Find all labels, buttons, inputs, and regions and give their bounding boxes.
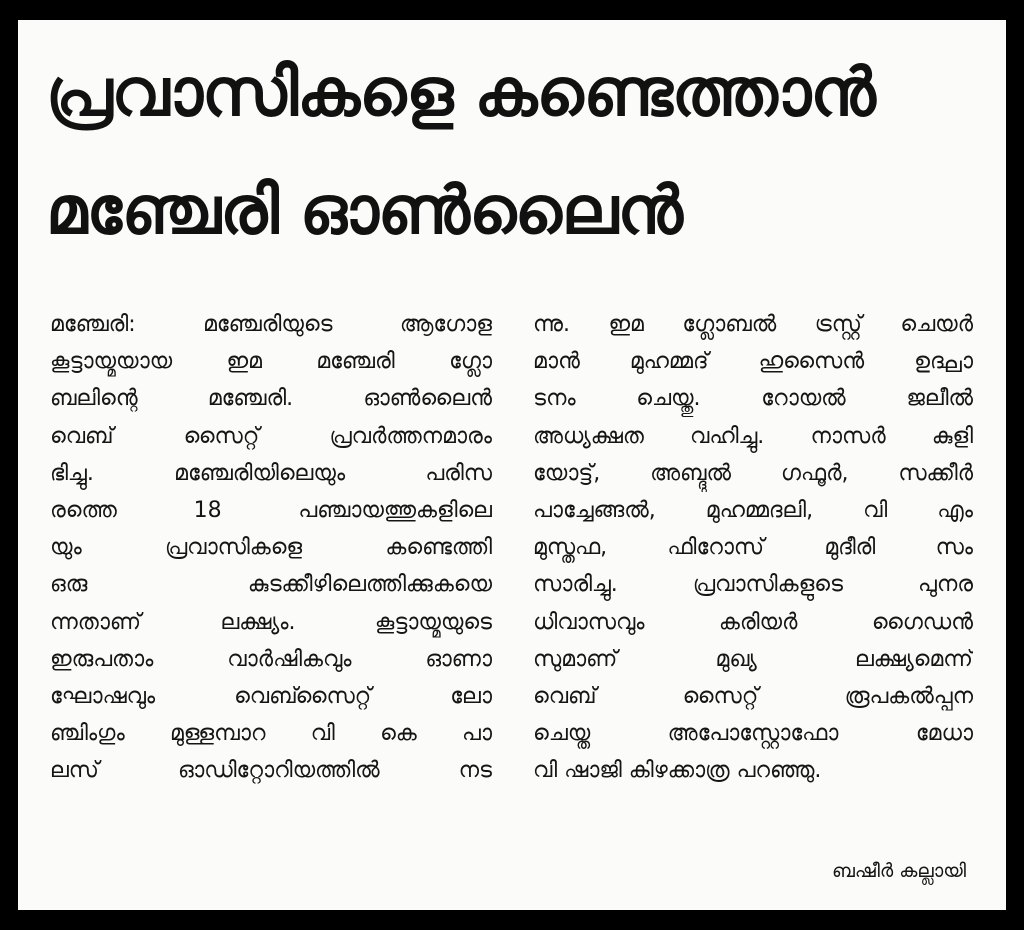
body-line: സുമാണ് മുഖ്യ ലക്ഷ്യമെന്ന് [533,646,973,672]
body-line: ഞ്ചിംഗും മുള്ളമ്പാറ വി കെ പാ [50,721,492,747]
body-line: വെബ് സൈറ്റ് രൂപകൽപ്പന [533,683,973,709]
body-line: യോട്ട്, അബ്ദുൽ ഗഫൂർ, സക്കീർ [533,460,973,486]
body-line: ചെയ്ത അപോസ്റ്റോഫോ മേധാ [533,721,973,747]
newspaper-clipping [18,20,1006,910]
body-line: ഭിച്ചു. മഞ്ചേരിയിലെയും പരിസ [50,460,492,486]
body-line: പാച്ചേങ്ങൽ, മുഹമ്മദലി, വി എം [533,497,973,523]
body-line: ഘോഷവും വെബ്സൈറ്റ് ലോ [50,683,492,709]
body-line: ബലിന്റെ മഞ്ചേരി. ഓൺലൈൻ [50,386,492,412]
body-line: വെബ് സൈറ്റ് പ്രവർത്തനമാരം [50,423,492,449]
body-line: രത്തെ 18 പഞ്ചായത്തുകളിലെ [50,497,492,523]
body-line: ഒരു കുടക്കീഴിലെത്തിക്കുകയെ [50,572,492,598]
body-line: ന്നതാണ് ലക്ഷ്യം. കൂട്ടായ്മയുടെ [50,609,492,635]
body-line: ലസ് ഓഡിറ്റോറിയത്തിൽ നട [50,758,492,784]
body-line: ന്നു. ഇമ ഗ്ലോബൽ ട്രസ്റ്റ് ചെയർ [533,312,973,337]
body-line: സാരിച്ചു. പ്രവാസികളുടെ പുനര [533,572,973,598]
body-line: അധ്യക്ഷത വഹിച്ചു. നാസർ കുളി [533,423,973,449]
article-column-left [50,306,492,789]
body-line: ടനം ചെയ്തു. റോയൽ ജലീൽ [533,386,973,412]
headline-line-1: പ്രവാസികളെ കണ്ടെത്താൻ [46,54,875,131]
body-line: ധിവാസവും കരിയർ ഗൈഡൻ [533,609,973,635]
body-line: യും പ്രവാസികളെ കണ്ടെത്തി [50,535,492,561]
body-line: മാൻ മുഹമ്മദ് ഹുസൈൻ ഉദ്ഘാ [533,349,973,375]
body-line: വി ഷാജി കിഴക്കാത്ര പറഞ്ഞു. [533,758,822,784]
body-line: മുസ്തഫ, ഫിറോസ് മുദീരി സം [533,535,973,561]
article-column-right [533,306,973,789]
headline-line-2: മഞ്ചേരി ഓൺലൈൻ [46,172,682,249]
body-line: മഞ്ചേരി: മഞ്ചേരിയുടെ ആഗോള [50,312,492,337]
body-line: കൂട്ടായ്മയായ ഇമ മഞ്ചേരി ഗ്ലോ [50,349,492,375]
body-line: ഇരുപതാം വാർഷികവും ഓണാ [50,646,492,672]
author-byline: ബഷീർ കല്ലായി [832,860,966,882]
